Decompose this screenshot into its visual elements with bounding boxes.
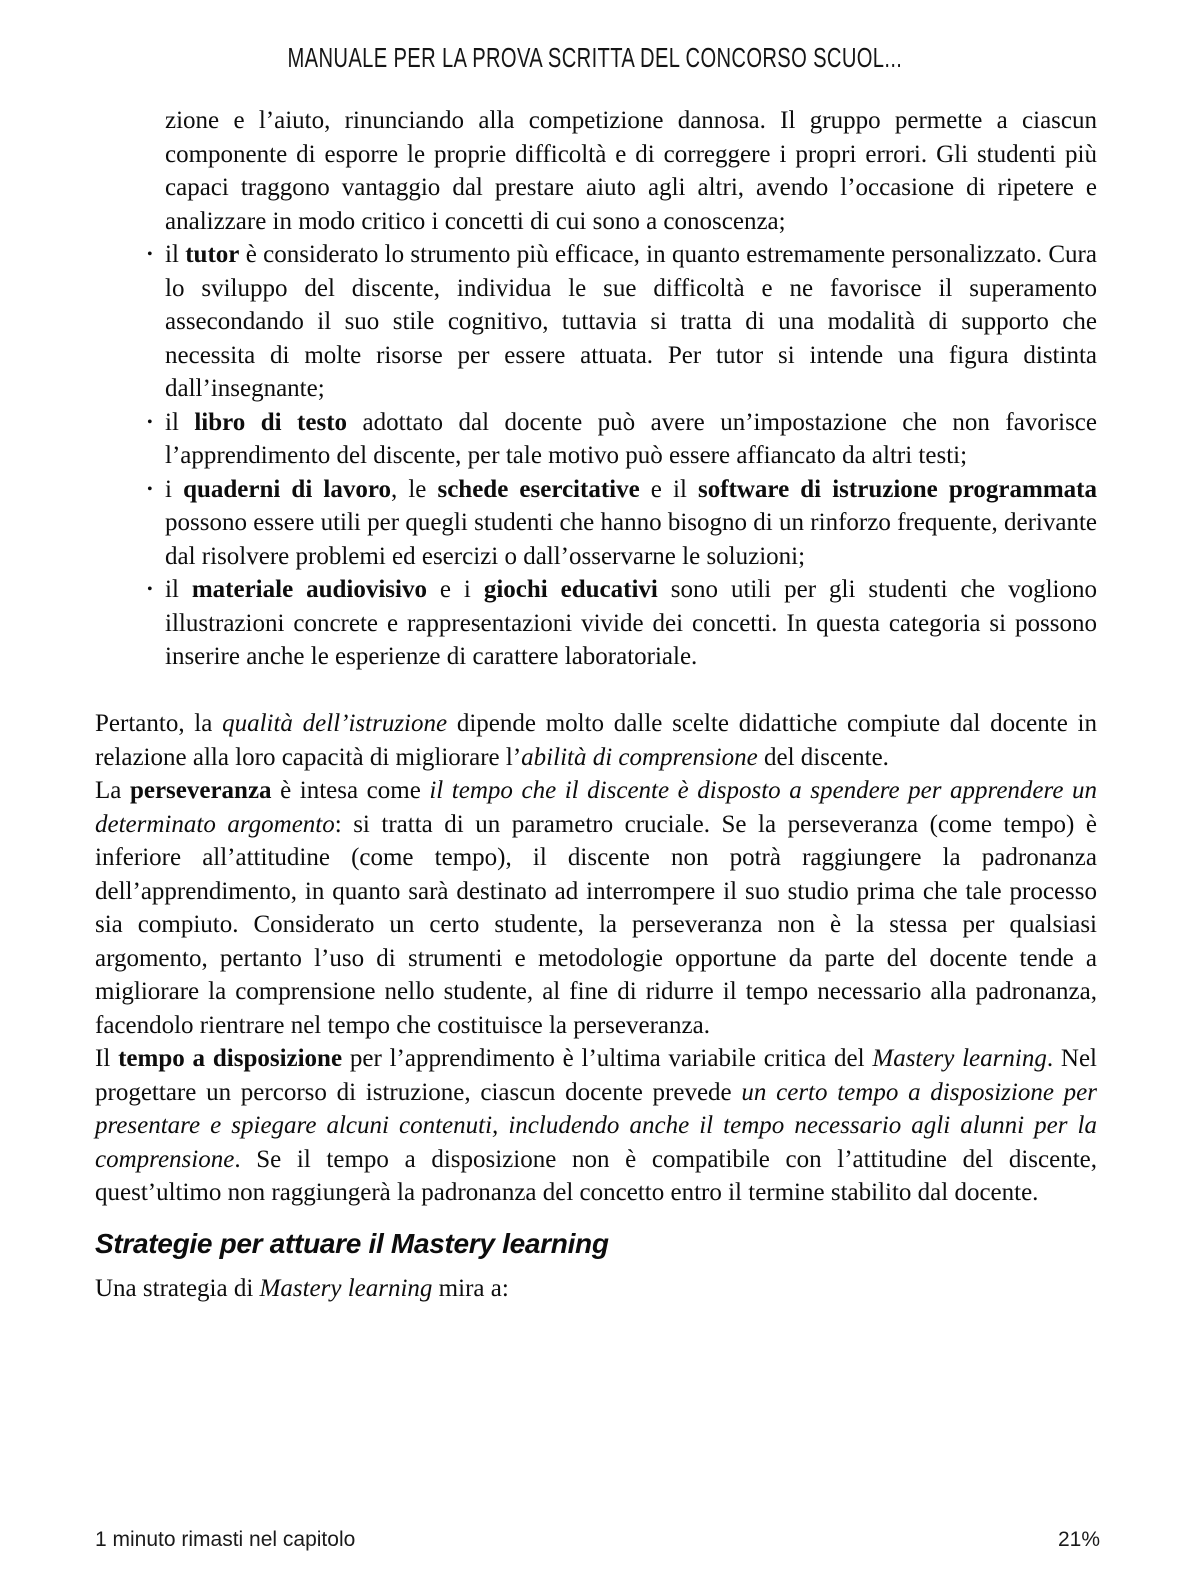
text-segment: La xyxy=(95,777,130,804)
footer-bar xyxy=(95,1528,1100,1552)
list-item xyxy=(147,473,1097,574)
bullet-icon: • xyxy=(147,413,153,431)
text-segment: e il xyxy=(639,475,698,503)
text-segment: tutor xyxy=(185,241,240,268)
text-segment: Strategie per attuare il Mastery learning xyxy=(95,1227,609,1259)
text-segment: . Se il tempo a disposizione non è compatibile con l’attitudine del discente, quest’ultimo non raggiungerà la padronanza del concetto entro il termine stabilito dal docente. xyxy=(95,1145,1097,1206)
text-segment: libro di testo xyxy=(194,408,348,436)
text-segment: zione e l’aiuto, rinunciando alla competizione dannosa. Il gruppo permette a ciascun componente di esporre le proprie difficoltà e di correggere i propri errori. Gli studenti più capaci traggono vantaggio dal prestare aiuto agli altri, avendo l’occasione di ripetere e analizzare in modo critico i concetti di cui sono a conoscenza; xyxy=(165,107,1097,235)
list-item xyxy=(165,104,1097,238)
text-segment: software di istruzione programmata xyxy=(698,475,1097,503)
text-segment: quaderni di lavoro xyxy=(183,475,391,503)
paragraph xyxy=(95,774,1097,1042)
text-segment: il xyxy=(165,241,186,268)
text-segment: il xyxy=(165,576,192,603)
text-segment: Pertanto, la xyxy=(95,710,223,737)
text-segment: dipende molto dalle scelte didattiche compiute dal docente in relazione alla loro capacità di migliorare l’ xyxy=(95,710,1097,771)
text-segment: : si tratta di un parametro cruciale. Se la perseveranza (come tempo) è inferiore all’attitudine (come tempo), il discente non potrà raggiungere la padronanza dell’apprendimento, in quanto sarà destinato ad interrompere il suo studio prima che tale processo sia compiuto. Considerato un certo studente, la perseveranza non è la stessa per qualsiasi argomento, pertanto l’uso di strumenti e metodologie opportune da parte del docente tende a migliorare la comprensione nello studente, al fine di ridurre il tempo necessario alla padronanza, facendolo rientrare nel tempo che costituisce la perseveranza. xyxy=(95,810,1097,1039)
text-segment: possono essere utili per quegli studenti che hanno bisogno di un rinforzo frequente, derivante dal risolvere problemi ed esercizi o dall’osservarne le soluzioni; xyxy=(165,509,1097,570)
text-segment: per l’apprendimento è l’ultima variabile critica del xyxy=(342,1045,873,1072)
book-title-header: MANUALE PER LA PROVA SCRITTA DEL CONCORSO SCUOL... xyxy=(287,42,903,73)
text-segment: adottato dal docente può avere un’impostazione che non favorisce l’apprendimento del discente, per tale motivo può essere affiancato da altri testi; xyxy=(165,408,1098,469)
bullet-icon: • xyxy=(147,480,153,498)
text-segment: il xyxy=(165,408,195,436)
text-segment: schede esercitative xyxy=(437,475,640,503)
text-segment: è considerato lo strumento più efficace, in quanto estremamente personalizzato. Cura lo sviluppo del discente, individua le sue difficoltà e ne favorisce il superamento assecondando il suo stile cognitivo, tuttavia si tratta di una modalità di supporto che necessita di molte risorse per essere attuata. Per tutor si intende una figura distinta dall’insegnante; xyxy=(165,241,1097,402)
text-segment: qualità dell’istruzione xyxy=(222,710,448,737)
bullet-icon: • xyxy=(147,581,153,598)
running-header xyxy=(0,42,1190,74)
text-segment: . Nel progettare un percorso di istruzione, ciascun docente prevede xyxy=(95,1045,1097,1106)
paragraph xyxy=(95,707,1097,774)
text-segment: il tempo che il discente è disposto a spendere per apprendere un determinato argomento xyxy=(95,777,1097,838)
progress-percent[interactable]: 21% xyxy=(1057,1528,1100,1551)
text-segment: Una strategia di xyxy=(95,1274,260,1302)
text-segment: un certo tempo a disposizione per presentare e spiegare alcuni contenuti, includendo anche il tempo necessario agli alunni per la comprensione xyxy=(95,1078,1097,1173)
section-heading xyxy=(95,1222,1097,1266)
text-segment: Il xyxy=(95,1045,119,1072)
text-segment: del discente. xyxy=(757,743,889,771)
text-segment: mira a: xyxy=(432,1274,509,1302)
bullet-icon: • xyxy=(147,246,153,263)
text-segment: e i xyxy=(426,576,484,603)
text-segment: tempo a disposizione xyxy=(118,1045,343,1072)
text-segment: i xyxy=(165,475,184,503)
text-segment: perseveranza xyxy=(129,777,272,804)
list-item xyxy=(147,406,1098,473)
text-segment: , le xyxy=(390,475,438,503)
time-remaining-label[interactable]: 1 minuto rimasti nel capitolo xyxy=(95,1528,356,1551)
text-segment: Mastery learning xyxy=(259,1274,433,1302)
text-segment: è intesa come xyxy=(271,777,430,804)
paragraph xyxy=(95,1272,1097,1306)
list-item xyxy=(147,573,1097,674)
text-segment: giochi educativi xyxy=(483,576,658,603)
text-segment: Mastery learning xyxy=(872,1045,1047,1072)
paragraph xyxy=(95,1042,1097,1210)
list-item xyxy=(147,238,1097,406)
text-segment: sono utili per gli studenti che vogliono illustrazioni concrete e rappresentazioni vivide dei concetti. In questa categoria si possono inserire anche le esperienze di carattere laboratoriale. xyxy=(165,576,1097,670)
reading-area[interactable] xyxy=(95,104,1097,1305)
text-segment: materiale audiovisivo xyxy=(191,576,427,603)
text-segment: abilità di comprensione xyxy=(521,743,758,771)
